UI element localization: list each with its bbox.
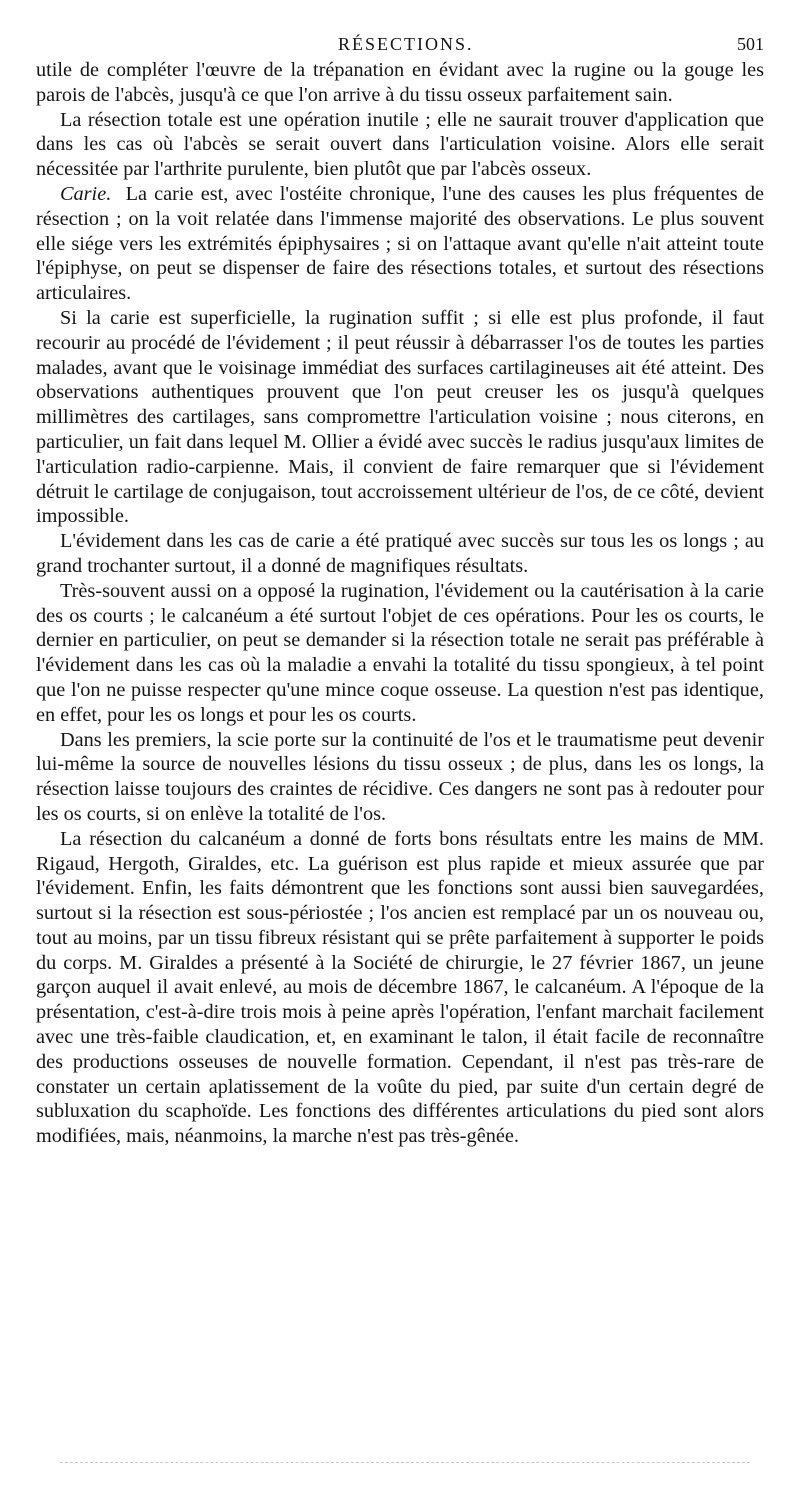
paragraph: La résection totale est une opération inutile ; elle ne saurait trouver d'application que dans les cas où l'abcès se serait ouvert dans l'articulation voisine. Alors elle serait nécessitée par l'arthrite purulente, bien plutôt que par l'abcès osseux. (36, 108, 764, 181)
paragraph: Dans les premiers, la scie porte sur la continuité de l'os et le traumatisme peut devenir lui-même la source de nouvelles lésions du tissu osseux ; de plus, dans les os longs, la résection laisse toujours des craintes de récidive. Ces dangers ne sont pas à redouter pour les os courts, si on enlève la totalité de l'os. (36, 728, 764, 825)
run-in-heading: Carie. (60, 182, 112, 205)
body-text (36, 58, 764, 1149)
paragraph: Si la carie est superficielle, la rugination suffit ; si elle est plus profonde, il faut recourir au procédé de l'évidement ; il peut réussir à débarrasser l'os de toutes les parties malades, avant que le voisinage immédiat des surfaces cartilagineuses ait été atteint. Des observations authentiques prouvent que l'on peut creuser les os jusqu'à quelques millimètres des cartilages, sans compromettre l'articulation voisine ; nous citerons, en particulier, un fait dans lequel M. Ollier a évidé avec succès le radius jusqu'aux limites de l'articulation radio-carpienne. Mais, il convient de faire remarquer que si l'évidement détruit le cartilage de conjugaison, tout accroissement ultérieur de l'os, de ce côté, devient impossible. (36, 306, 764, 528)
paragraph: Carie. La carie est, avec l'ostéite chronique, l'une des causes les plus fréquentes de résection ; on la voit relatée dans l'immense majorité des observations. Le plus souvent elle siége vers les extrémités épiphysaires ; si on l'attaque avant qu'elle n'ait atteint toute l'épiphyse, on peut se dispenser de faire des résections totales, et surtout des résections articulaires. (36, 182, 764, 305)
running-header (36, 28, 764, 58)
paragraph: utile de compléter l'œuvre de la trépanation en évidant avec la rugine ou la gouge les parois de l'abcès, jusqu'à ce que l'on arrive à du tissu osseux parfaitement sain. (36, 59, 764, 106)
chapter-title: RÉSECTIONS. (338, 34, 474, 54)
paragraph: L'évidement dans les cas de carie a été pratiqué avec succès sur tous les os longs ; au grand trochanter surtout, il a donné de magnifiques résultats. (36, 530, 764, 577)
book-page (36, 28, 764, 1149)
footer-divider (60, 1462, 750, 1463)
page-number: 501 (737, 34, 764, 54)
paragraph: La résection du calcanéum a donné de forts bons résultats entre les mains de MM. Rigaud, Hergoth, Giraldes, etc. La guérison est plus rapide et mieux assurée que par l'évidement. Enfin, les faits démontrent que les fonctions sont aussi bien sauvegardées, surtout si la résection est sous-périostée ; l'os ancien est remplacé par un os nouveau ou, tout au moins, par un tissu fibreux résistant qui se prête parfaitement à supporter le poids du corps. M. Giraldes a présenté à la Société de chirurgie, le 27 février 1867, un jeune garçon auquel il avait enlevé, au mois de décembre 1867, le calcanéum. A l'époque de la présentation, c'est-à-dire trois mois à peine après l'opération, l'enfant marchait facilement avec une très-faible claudication, et, en examinant le talon, il était facile de reconnaître des productions osseuses de nouvelle formation. Cependant, il n'est pas très-rare de constater un certain aplatissement de la voûte du pied, par suite d'un certain degré de subluxation du scaphoïde. Les fonctions des différentes articulations du pied sont alors modifiées, mais, néanmoins, la marche n'est pas très-gênée. (36, 827, 764, 1148)
paragraph: Très-souvent aussi on a opposé la rugination, l'évidement ou la cautérisation à la carie des os courts ; le calcanéum a été surtout l'objet de ces opérations. Pour les os courts, le dernier en particulier, on peut se demander si la résection totale ne serait pas préférable à l'évidement dans les cas où la maladie a envahi la totalité du tissu spongieux, à tel point que l'on ne puisse respecter qu'une mince coque osseuse. La question n'est pas identique, en effet, pour les os longs et pour les os courts. (36, 579, 764, 726)
